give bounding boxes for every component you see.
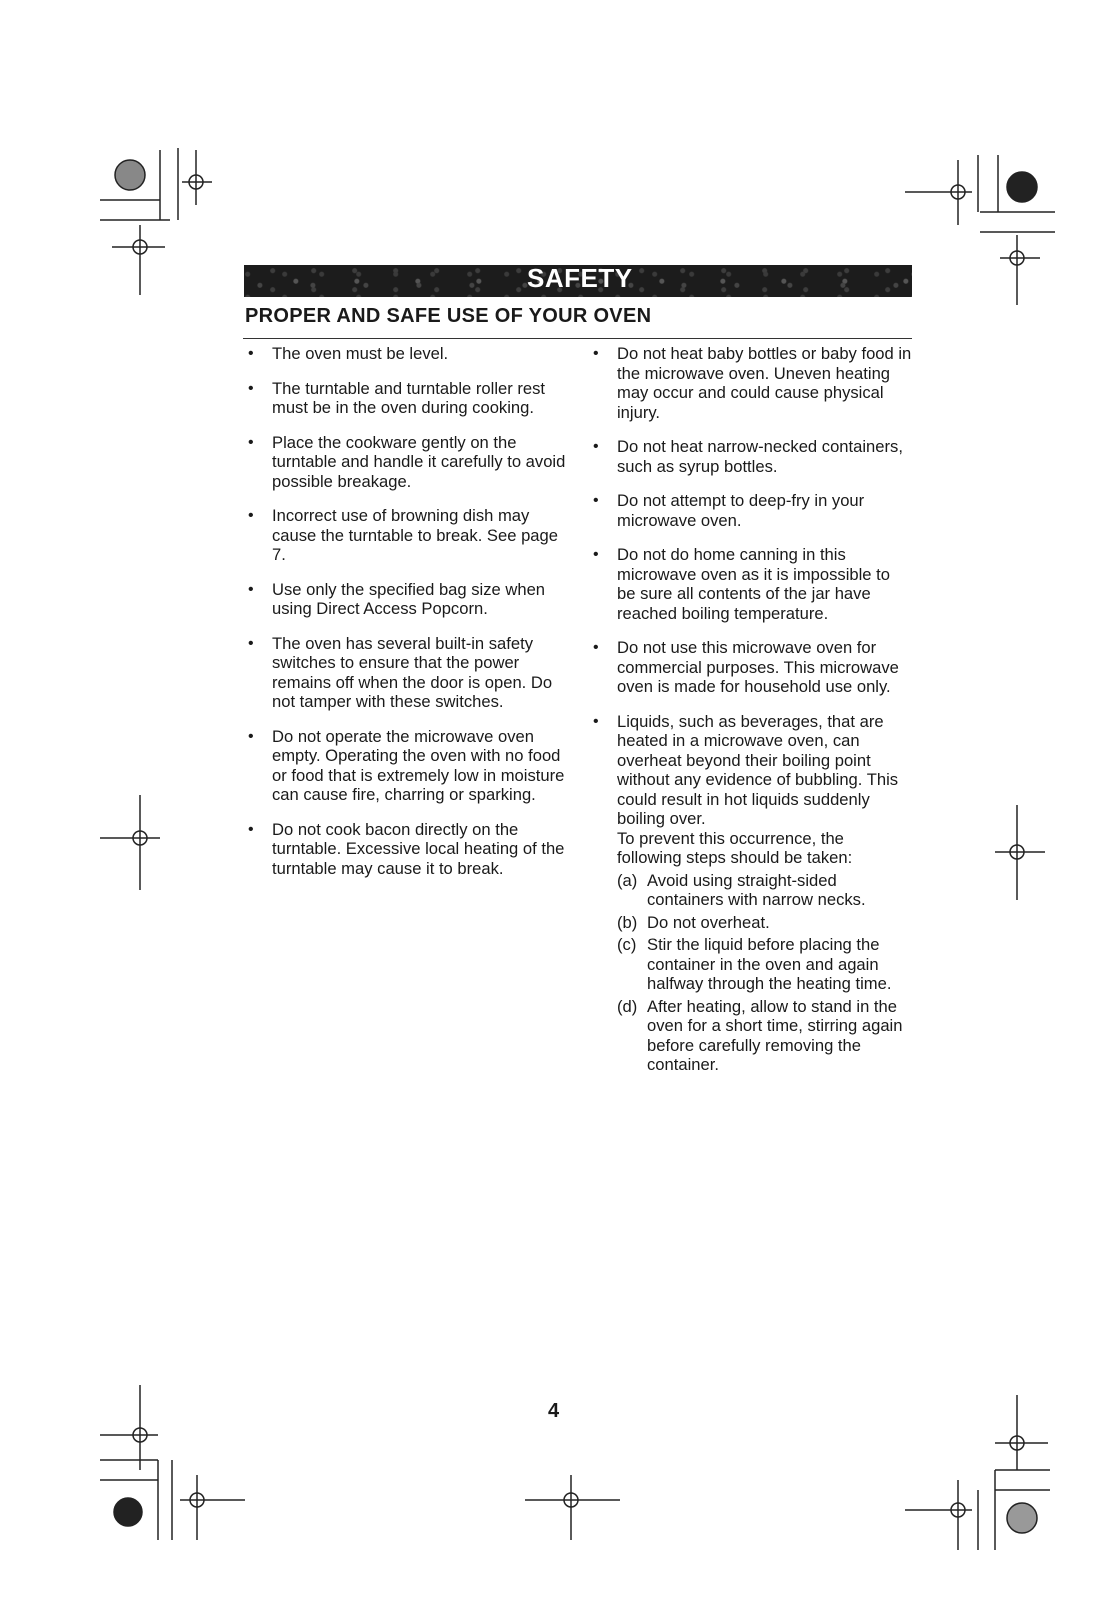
bullet-icon: • — [593, 712, 599, 730]
list-item — [593, 491, 913, 530]
item-text: Do not cook bacon directly on the turntable. Excessive local heating of the turntable may cause it to break. — [272, 819, 565, 878]
list-item — [248, 820, 570, 879]
bullet-icon: • — [593, 438, 599, 455]
top-left-marks — [100, 148, 212, 295]
item-text: Do not do home canning in this microwave oven as it is impossible to be sure all contents of the jar have reached boiling temperature. — [617, 545, 890, 623]
bottom-left-marks — [100, 1385, 245, 1540]
item-text: Incorrect use of browning dish may cause the turntable to break. See page 7. — [272, 506, 558, 564]
item-text: Do not attempt to deep-fry in your microwave oven. — [617, 491, 865, 530]
bottom-right-marks — [905, 1395, 1050, 1550]
steps-intro: To prevent this occurrence, the following steps should be taken: — [617, 828, 853, 867]
item-text: Do not heat baby bottles or baby food in the microwave oven. Uneven heating may occur and could cause physical injury. — [617, 344, 912, 422]
bullet-icon: • — [248, 507, 254, 524]
bullet-icon: • — [248, 727, 254, 745]
bullet-icon: • — [248, 379, 254, 397]
list-item — [248, 727, 570, 805]
list-item — [593, 638, 913, 697]
bottom-center-mark — [525, 1475, 620, 1540]
heading-rule — [243, 338, 912, 339]
item-text: The oven must be level. — [272, 344, 449, 363]
list-item — [248, 344, 570, 364]
step-b — [617, 913, 913, 933]
list-item — [248, 506, 570, 565]
step-text: Stir the liquid before placing the container in the oven and again halfway through the heating time. — [647, 935, 892, 993]
mid-right-mark — [995, 805, 1045, 900]
bullet-icon: • — [248, 820, 254, 838]
bullet-icon: • — [593, 345, 599, 362]
step-letter: (c) — [617, 935, 637, 954]
item-text: The oven has several built-in safety switches to ensure that the power remains off when the door is open. Do not tamper with these switches. — [272, 633, 553, 711]
step-text: After heating, allow to stand in the oven for a short time, stirring again before carefully removing the container. — [647, 996, 903, 1074]
step-c — [617, 935, 913, 994]
bullet-icon: • — [593, 639, 599, 656]
list-item — [593, 344, 913, 422]
step-text: Avoid using straight-sided containers with narrow necks. — [647, 870, 866, 909]
list-item — [248, 379, 570, 418]
item-text: Use only the specified bag size when using Direct Access Popcorn. — [272, 579, 546, 618]
bullet-icon: • — [248, 345, 254, 362]
list-item — [248, 580, 570, 619]
left-column-list — [248, 344, 570, 893]
right-column-list — [593, 344, 913, 1090]
bullet-icon: • — [248, 580, 254, 598]
item-text: Do not operate the microwave oven empty. Operating the oven with no food or food that is extremely low in moisture can cause fire, charring or sparking. — [272, 726, 565, 804]
bullet-icon: • — [593, 546, 599, 563]
list-item — [248, 634, 570, 712]
list-item — [593, 437, 913, 476]
top-right-marks — [905, 155, 1055, 305]
list-item — [248, 433, 570, 492]
list-item — [593, 545, 913, 623]
bullet-icon: • — [248, 634, 254, 652]
bullet-icon: • — [248, 433, 254, 451]
page-number: 4 — [548, 1400, 560, 1422]
step-letter: (d) — [617, 996, 638, 1016]
step-letter: (b) — [617, 912, 638, 932]
step-a — [617, 871, 913, 910]
item-text: The turntable and turntable roller rest must be in the oven during cooking. — [272, 378, 546, 417]
step-d — [617, 997, 913, 1075]
step-text: Do not overheat. — [647, 912, 770, 932]
item-text: Place the cookware gently on the turntable and handle it carefully to avoid possible breakage. — [272, 432, 566, 491]
item-text: Do not use this microwave oven for commercial purposes. This microwave oven is made for household use only. — [617, 638, 899, 696]
liquids-text: Liquids, such as beverages, that are heated in a microwave oven, can overheat beyond their boiling point without any evidence of bubbling. This could result in hot liquids suddenly boiling over. — [617, 711, 899, 828]
liquids-list-item — [593, 712, 913, 1075]
safety-banner — [244, 265, 912, 297]
bullet-icon: • — [593, 492, 599, 509]
banner-title: SAFETY — [527, 263, 633, 293]
mid-left-mark — [100, 795, 160, 890]
section-heading: PROPER AND SAFE USE OF YOUR OVEN — [245, 305, 652, 327]
step-letter: (a) — [617, 870, 638, 890]
item-text: Do not heat narrow-necked containers, such as syrup bottles. — [617, 437, 903, 476]
